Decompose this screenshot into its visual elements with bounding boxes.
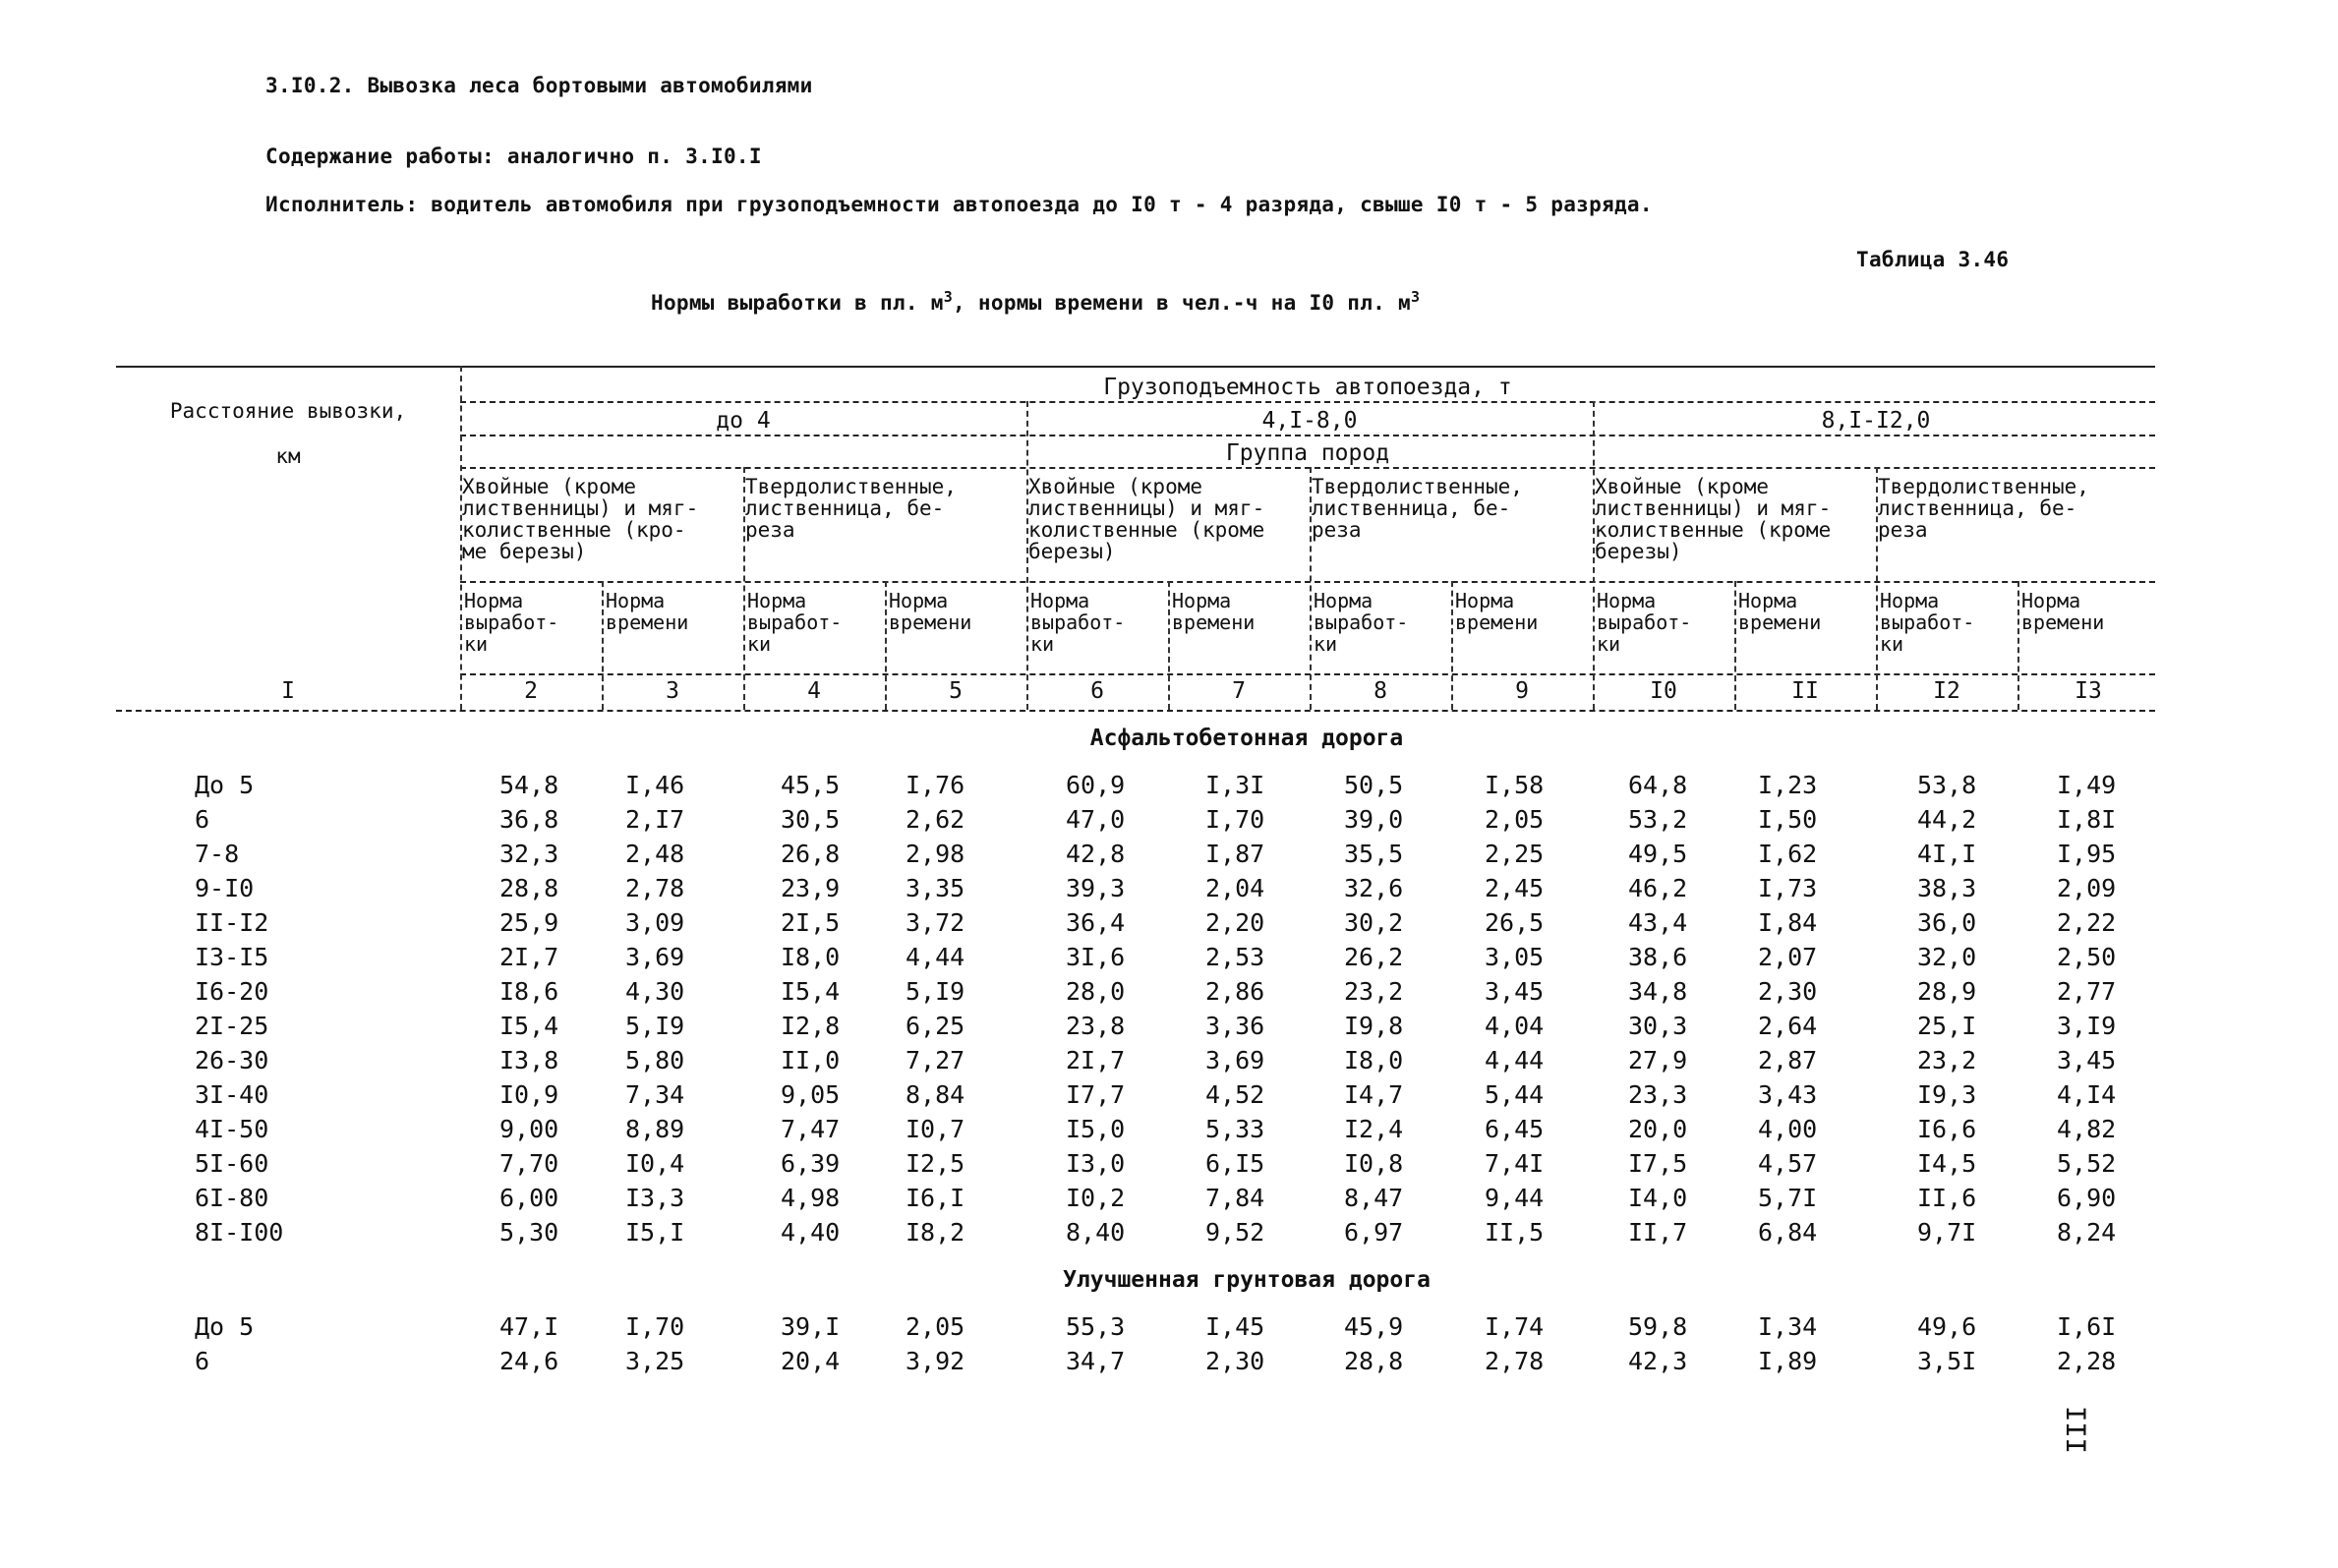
table-cell: 3,45 [2057,1046,2117,1074]
table-cell: 47,I [499,1312,559,1341]
table-cell: 3,09 [625,908,685,937]
table-cell: 44,2 [1917,805,1977,834]
table-cell: 42,3 [1628,1347,1688,1375]
table-row [0,1115,2338,1148]
table-cell: 3,92 [906,1347,965,1375]
table-cell: I2,5 [906,1149,965,1178]
col-number: I0 [1650,678,1677,704]
performer: Исполнитель: водитель автомобиля при грузоподъемности автопоезда до I0 т - 4 разряда, свыше I0 т - 5 разряда. [265,193,1653,216]
load-header: Грузоподъемность автопоезда, т [1103,375,1512,400]
table-cell: 4I,I [1917,840,1977,868]
row-label: 8I-I00 [195,1218,284,1247]
table-cell: I,23 [1758,771,1818,799]
table-cell: I4,7 [1344,1080,1404,1109]
col-distance-header: Расстояние вывозки, км [169,399,407,468]
table-cell: 32,3 [499,840,559,868]
table-cell: 3,69 [625,943,685,971]
norm-time-header-7: Норма времени [1455,589,1539,634]
table-cell: 39,3 [1066,874,1126,902]
table-cell: I,58 [1485,771,1545,799]
section-title: Асфальтобетонная дорога [1089,726,1404,751]
table-cell: 42,8 [1066,840,1126,868]
table-cell: I3,3 [625,1184,685,1212]
table-cell: 2,28 [2057,1347,2117,1375]
table-cell: 2I,7 [1066,1046,1126,1074]
row-label: 6I-80 [195,1184,269,1212]
table-cell: 34,8 [1628,977,1688,1006]
table-cell: 9,00 [499,1115,559,1143]
col-number: 4 [807,678,821,704]
table-cell: II,5 [1485,1218,1545,1247]
table-cell: 2,77 [2057,977,2117,1006]
species-header-rule [460,467,2155,469]
table-cell: I,45 [1205,1312,1265,1341]
table-cell: 59,8 [1628,1312,1688,1341]
table-cell: 6,90 [2057,1184,2117,1212]
norm-output-header-10: Норма выработ- ки [1880,589,1975,656]
table-cell: I,34 [1758,1312,1818,1341]
table-cell: I,50 [1758,805,1818,834]
table-cell: 5,I9 [625,1012,685,1040]
load-group-0: до 4 [716,408,771,434]
table-cell: 23,2 [1917,1046,1977,1074]
colnum-rule [116,710,2155,712]
load-group-1: 4,I-8,0 [1261,408,1358,434]
table-cell: 5,44 [1485,1080,1545,1109]
table-cell: 30,2 [1344,908,1404,937]
table-cell: 2,48 [625,840,685,868]
table-cell: 4,98 [781,1184,841,1212]
table-cell: I0,7 [906,1115,965,1143]
norm-output-header-0: Норма выработ- ки [464,589,559,656]
table-cell: I4,5 [1917,1149,1977,1178]
table-cell: 36,4 [1066,908,1126,937]
species-4: Хвойные (кроме лиственницы) и мяг- колиственные (кроме березы) [1595,475,1832,563]
col-number: 9 [1515,678,1529,704]
table-cell: 4,52 [1205,1080,1265,1109]
table-cell: 8,40 [1066,1218,1126,1247]
table-cell: 3,5I [1917,1347,1977,1375]
col-number: II [1791,678,1819,704]
table-cell: 36,0 [1917,908,1977,937]
table-cell: 8,47 [1344,1184,1404,1212]
table-cell: 5,52 [2057,1149,2117,1178]
table-row [0,908,2338,942]
table-cell: 3,25 [625,1347,685,1375]
table-cell: I,84 [1758,908,1818,937]
table-cell: 5,7I [1758,1184,1818,1212]
table-cell: 4,82 [2057,1115,2117,1143]
table-cell: 3,69 [1205,1046,1265,1074]
table-cell: I,8I [2057,805,2117,834]
table-cell: 3,72 [906,908,965,937]
table-cell: 6,97 [1344,1218,1404,1247]
row-label: 5I-60 [195,1149,269,1178]
table-cell: 4,30 [625,977,685,1006]
col-number: I [281,678,295,704]
table-cell: I5,4 [781,977,841,1006]
table-cell: 5,30 [499,1218,559,1247]
table-cell: I,87 [1205,840,1265,868]
table-cell: 3,I9 [2057,1012,2117,1040]
table-cell: I8,2 [906,1218,965,1247]
table-cell: 32,0 [1917,943,1977,971]
table-row [0,1312,2338,1346]
table-cell: 4,57 [1758,1149,1818,1178]
table-cell: 2,64 [1758,1012,1818,1040]
row-label: 9-I0 [195,874,255,902]
row-label: 2I-25 [195,1012,269,1040]
table-cell: 4,I4 [2057,1080,2117,1109]
table-cell: I,70 [625,1312,685,1341]
table-cell: 9,44 [1485,1184,1545,1212]
table-cell: II,6 [1917,1184,1977,1212]
table-cell: I2,8 [781,1012,841,1040]
table-cell: 28,9 [1917,977,1977,1006]
table-cell: 2,30 [1205,1347,1265,1375]
table-cell: 28,8 [499,874,559,902]
table-cell: 20,4 [781,1347,841,1375]
table-cell: 9,52 [1205,1218,1265,1247]
row-label: II-I2 [195,908,269,937]
table-cell: I,95 [2057,840,2117,868]
table-cell: 2I,5 [781,908,841,937]
table-cell: 2,86 [1205,977,1265,1006]
norm-time-header-11: Норма времени [2021,589,2105,634]
table-cell: 45,5 [781,771,841,799]
table-row [0,977,2338,1011]
table-cell: 28,0 [1066,977,1126,1006]
table-cell: 23,9 [781,874,841,902]
table-cell: I5,I [625,1218,685,1247]
table-cell: 49,6 [1917,1312,1977,1341]
row-label: 6 [195,1347,210,1375]
table-cell: I0,8 [1344,1149,1404,1178]
table-cell: II,0 [781,1046,841,1074]
col-number: 6 [1090,678,1104,704]
table-cell: 6,45 [1485,1115,1545,1143]
table-cell: 64,8 [1628,771,1688,799]
table-cell: 39,0 [1344,805,1404,834]
table-cell: 2,25 [1485,840,1545,868]
row-label: До 5 [195,771,255,799]
table-cell: I,62 [1758,840,1818,868]
table-row [0,1218,2338,1251]
page-number: III [2060,1406,2090,1454]
table-cell: 25,9 [499,908,559,937]
species-2: Хвойные (кроме лиственницы) и мяг- колиственные (кроме березы) [1028,475,1265,563]
table-cell: 2,30 [1758,977,1818,1006]
table-cell: I8,6 [499,977,559,1006]
table-cell: 53,8 [1917,771,1977,799]
table-cell: I,6I [2057,1312,2117,1341]
table-cell: I5,4 [499,1012,559,1040]
table-cell: 2,98 [906,840,965,868]
table-row [0,805,2338,839]
table-cell: I3,8 [499,1046,559,1074]
table-cell: 2,20 [1205,908,1265,937]
norm-time-header-1: Норма времени [606,589,689,634]
table-cell: 36,8 [499,805,559,834]
table-cell: 2,87 [1758,1046,1818,1074]
table-cell: 7,4I [1485,1149,1545,1178]
species-group-header: Группа пород [1225,440,1390,466]
table-number: Таблица 3.46 [1856,248,2010,271]
table-cell: 2I,7 [499,943,559,971]
species-5: Твердолиственные, лиственница, бе- реза [1878,475,2089,542]
table-row [0,1012,2338,1045]
table-caption [651,288,1420,315]
table-row [0,1046,2338,1079]
table-cell: 45,9 [1344,1312,1404,1341]
table-cell: I9,3 [1917,1080,1977,1109]
table-cell: I,76 [906,771,965,799]
table-cell: 9,05 [781,1080,841,1109]
table-cell: I,3I [1205,771,1265,799]
table-cell: I0,9 [499,1080,559,1109]
table-cell: 7,70 [499,1149,559,1178]
table-cell: 3I,6 [1066,943,1126,971]
table-cell: 24,6 [499,1347,559,1375]
table-cell: 7,27 [906,1046,965,1074]
table-cell: 2,45 [1485,874,1545,902]
col-number: I2 [1933,678,1960,704]
table-cell: I0,2 [1066,1184,1126,1212]
table-cell: 5,I9 [906,977,965,1006]
load-groups-rule [460,435,2155,436]
table-cell: 2,22 [2057,908,2117,937]
table-cell: 8,89 [625,1115,685,1143]
table-cell: 32,6 [1344,874,1404,902]
table-cell: 38,3 [1917,874,1977,902]
table-cell: 7,34 [625,1080,685,1109]
table-cell: I7,5 [1628,1149,1688,1178]
row-label: 7-8 [195,840,240,868]
species-3: Твердолиственные, лиственница, бе- реза [1312,475,1523,542]
table-cell: 25,I [1917,1012,1977,1040]
col-number: 8 [1374,678,1387,704]
table-cell: 4,04 [1485,1012,1545,1040]
table-cell: 2,05 [906,1312,965,1341]
table-cell: I,89 [1758,1347,1818,1375]
table-cell: I,46 [625,771,685,799]
table-row [0,1347,2338,1380]
table-cell: 2,78 [1485,1347,1545,1375]
norm-time-header-3: Норма времени [889,589,972,634]
table-cell: 47,0 [1066,805,1126,834]
table-cell: 4,40 [781,1218,841,1247]
table-cell: 3,36 [1205,1012,1265,1040]
table-cell: 23,2 [1344,977,1404,1006]
table-row [0,874,2338,907]
table-cell: 46,2 [1628,874,1688,902]
species-rule [460,581,2155,583]
table-cell: I7,7 [1066,1080,1126,1109]
table-cell: 30,5 [781,805,841,834]
col-number: 3 [666,678,679,704]
table-cell: 26,8 [781,840,841,868]
load-group-2: 8,I-I2,0 [1821,408,1931,434]
table-cell: 3,35 [906,874,965,902]
table-cell: 2,04 [1205,874,1265,902]
species-0: Хвойные (кроме лиственницы) и мяг- колиственные (кро- ме березы) [462,475,699,563]
table-cell: I2,4 [1344,1115,1404,1143]
norm-output-header-4: Норма выработ- ки [1030,589,1126,656]
norm-output-header-8: Норма выработ- ки [1597,589,1692,656]
table-cell: 6,00 [499,1184,559,1212]
table-cell: 8,84 [906,1080,965,1109]
table-cell: 53,2 [1628,805,1688,834]
row-label: I3-I5 [195,943,269,971]
table-cell: I,49 [2057,771,2117,799]
table-cell: 2,09 [2057,874,2117,902]
row-label: 26-30 [195,1046,269,1074]
table-cell: 5,33 [1205,1115,1265,1143]
table-cell: 54,8 [499,771,559,799]
table-cell: 26,2 [1344,943,1404,971]
table-cell: I6,I [906,1184,965,1212]
table-row [0,1149,2338,1183]
table-row [0,943,2338,976]
caption-mid: , нормы времени в чел.-ч на I0 пл. м [953,291,1411,315]
table-cell: 5,80 [625,1046,685,1074]
table-cell: 2,53 [1205,943,1265,971]
table-cell: 50,5 [1344,771,1404,799]
caption-sup-1: 3 [943,288,954,306]
table-cell: 4,44 [906,943,965,971]
table-cell: I8,0 [781,943,841,971]
table-cell: I,70 [1205,805,1265,834]
table-cell: I5,0 [1066,1115,1126,1143]
table-cell: 27,9 [1628,1046,1688,1074]
table-cell: 4,00 [1758,1115,1818,1143]
table-cell: 34,7 [1066,1347,1126,1375]
table-cell: 4,44 [1485,1046,1545,1074]
table-cell: 6,84 [1758,1218,1818,1247]
table-cell: I3,0 [1066,1149,1126,1178]
table-cell: 30,3 [1628,1012,1688,1040]
table-cell: 3,45 [1485,977,1545,1006]
section-title: 3.I0.2. Вывозка леса бортовыми автомобилями [265,74,813,97]
row-label: До 5 [195,1312,255,1341]
section-title: Улучшенная грунтовая дорога [1063,1267,1431,1293]
table-row [0,840,2338,873]
table-cell: I8,0 [1344,1046,1404,1074]
table-top-rule [116,366,2155,368]
row-label: 6 [195,805,210,834]
table-cell: 2,05 [1485,805,1545,834]
table-row [0,771,2338,804]
norm-time-header-9: Норма времени [1738,589,1822,634]
col-number: I3 [2075,678,2102,704]
table-cell: I9,8 [1344,1012,1404,1040]
table-cell: 3,43 [1758,1080,1818,1109]
table-cell: II,7 [1628,1218,1688,1247]
table-cell: 23,8 [1066,1012,1126,1040]
row-label: I6-20 [195,977,269,1006]
table-cell: 26,5 [1485,908,1545,937]
table-cell: 6,39 [781,1149,841,1178]
table-cell: 55,3 [1066,1312,1126,1341]
table-cell: 35,5 [1344,840,1404,868]
norm-output-header-2: Норма выработ- ки [747,589,843,656]
table-cell: 20,0 [1628,1115,1688,1143]
table-cell: I0,4 [625,1149,685,1178]
row-label: 3I-40 [195,1080,269,1109]
table-cell: 2,62 [906,805,965,834]
table-cell: 43,4 [1628,908,1688,937]
table-cell: 6,I5 [1205,1149,1265,1178]
species-1: Твердолиственные, лиственница, бе- реза [745,475,957,542]
norm-output-header-6: Норма выработ- ки [1314,589,1409,656]
table-cell: 49,5 [1628,840,1688,868]
work-content: Содержание работы: аналогично п. 3.I0.I [265,145,762,168]
table-cell: 8,24 [2057,1218,2117,1247]
table-cell: 2,07 [1758,943,1818,971]
caption-main: Нормы выработки в пл. м [651,291,944,315]
row-label: 4I-50 [195,1115,269,1143]
table-cell: 60,9 [1066,771,1126,799]
table-cell: 38,6 [1628,943,1688,971]
load-header-rule [460,401,2155,403]
table-cell: I6,6 [1917,1115,1977,1143]
table-cell: 39,I [781,1312,841,1341]
col-number: 7 [1232,678,1246,704]
table-row [0,1080,2338,1114]
table-cell: I,74 [1485,1312,1545,1341]
table-cell: I4,0 [1628,1184,1688,1212]
table-cell: 7,84 [1205,1184,1265,1212]
table-cell: 7,47 [781,1115,841,1143]
col-number: 2 [524,678,538,704]
table-cell: I,73 [1758,874,1818,902]
table-row [0,1184,2338,1217]
col-number: 5 [949,678,963,704]
norm-rule [460,673,2155,675]
norm-time-header-5: Норма времени [1172,589,1256,634]
caption-sup-2: 3 [1411,288,1421,306]
table-cell: 28,8 [1344,1347,1404,1375]
table-cell: 23,3 [1628,1080,1688,1109]
table-cell: 3,05 [1485,943,1545,971]
table-cell: 6,25 [906,1012,965,1040]
table-cell: 9,7I [1917,1218,1977,1247]
table-cell: 2,50 [2057,943,2117,971]
table-cell: 2,I7 [625,805,685,834]
table-cell: 2,78 [625,874,685,902]
